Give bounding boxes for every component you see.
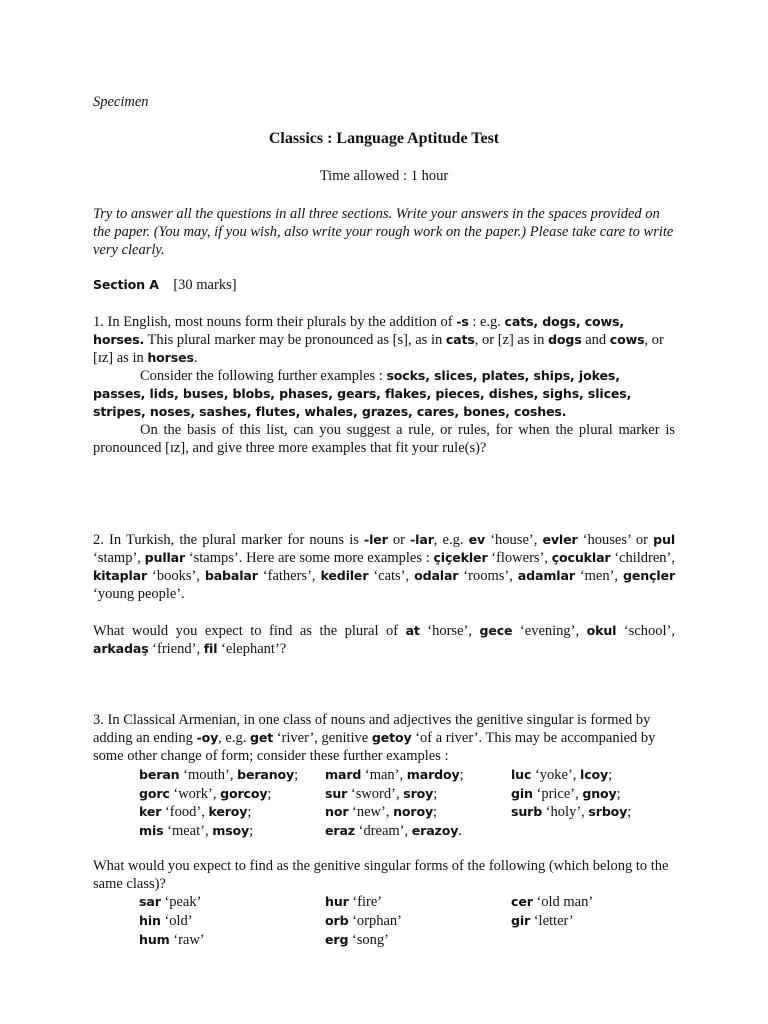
q2-term: çiçekler [433,550,488,565]
question-2 [93,531,675,603]
example-entry [325,785,437,803]
q2-text: ‘rooms’, [458,568,518,584]
example-word: gorc [139,786,170,801]
example-punct: ; [608,767,613,783]
q2-term: adamlar [517,568,575,583]
word-gloss: ‘song’ [348,932,390,948]
example-genitive: mardoy [406,767,460,782]
q3-term: -oy [196,730,219,745]
q2-text: ‘house’, [485,532,543,548]
q1-text: and [581,332,610,348]
example-punct: ; [627,804,632,820]
q1-text: : e.g. [468,314,505,330]
word: hin [139,913,161,928]
example-entry [325,766,464,784]
word-gloss: ‘old’ [160,913,193,929]
example-punct: ; [433,786,438,802]
example-entry [139,822,253,840]
example-gloss: ‘yoke’, [531,767,581,783]
time-allowed: Time allowed : 1 hour [319,168,449,184]
example-word: gin [511,786,533,801]
word: cer [511,894,533,909]
q1-text: , or [ɪz] as in [93,332,664,366]
instructions: Try to answer all the questions in all three sections. Write your answers in the spaces provided on the paper. (You may, if you wish, also write your rough work on the paper.) Please take care to write very clearly. [93,206,674,258]
example-gloss: ‘sword’, [347,786,404,802]
word-gloss: ‘letter’ [530,913,574,929]
q2-term: kediler [320,568,369,583]
word: orb [325,913,349,928]
q2-text: ‘children’, [610,550,675,566]
example-entry [511,785,621,803]
example-punct: ; [616,786,621,802]
q2-text: ‘men’, [574,568,623,584]
word-gloss: ‘raw’ [169,932,205,948]
example-word: eraz [325,823,355,838]
example-gloss: ‘food’, [161,804,209,820]
q3-text: 3. In Classical Armenian, in one class of nouns and adjectives the genitive singular is formed by adding an ending [93,712,651,746]
word-gloss: ‘peak’ [160,894,202,910]
word: hum [139,932,170,947]
q2-text: , e.g. [433,532,469,548]
q2-text: ‘cats’, [368,568,415,584]
q2-term: kitaplar [93,568,148,583]
q1-text: Consider the following further examples : [140,368,387,384]
q1-term: cats, dogs, cows, horses. [93,314,625,347]
word-entry [325,931,389,949]
example-gloss: ‘dream’, [354,823,412,839]
word: hur [325,894,349,909]
example-punct: ; [249,823,254,839]
q2-text: ‘stamps’. Here are some more examples : [185,550,434,566]
example-punct: ; [459,767,464,783]
q2-term: at [405,623,420,638]
q2-term: arkadaş [93,641,149,656]
q3-text: ‘river’, genitive [273,730,372,746]
q2-term: gençler [623,568,676,583]
example-entry [325,803,437,821]
example-gloss: ‘mouth’, [179,767,238,783]
q2-term: pullar [144,550,186,565]
word-gloss: ‘fire’ [348,894,383,910]
q1-term: -s [456,314,469,329]
example-entry [139,785,271,803]
q2-text: ‘books’, [147,568,205,584]
example-genitive: noroy [393,804,434,819]
word-gloss: ‘orphan’ [348,913,402,929]
word-entry [511,893,593,911]
example-word: mis [139,823,164,838]
question-3 [93,711,675,765]
q2-term: -lar [410,532,434,547]
example-genitive: keroy [208,804,248,819]
q1-text: . [193,350,198,366]
example-gloss: ‘work’, [169,786,221,802]
example-punct: ; [267,786,272,802]
q2-text: ‘evening’, [512,623,587,639]
q2-text: ‘friend’, [148,641,204,657]
example-genitive: lcoy [580,767,609,782]
q2-text: ‘houses’ or [577,532,654,548]
q1-text: 1. In English, most nouns form their plurals by the addition of [93,314,457,330]
q2-text: ‘stamp’, [93,550,145,566]
q3-term: getoy [371,730,412,745]
q3-text: ‘of a river’. This may be accompanied by some other change of form; consider these further examples : [93,730,656,764]
word: gir [511,913,531,928]
q2-term: fil [203,641,218,656]
question-1 [93,313,675,457]
example-gloss: ‘meat’, [163,823,213,839]
specimen-label: Specimen [93,94,149,110]
q2-text: ‘elephant’? [217,641,287,657]
example-genitive: erazoy [411,823,459,838]
q2-term: ev [468,532,486,547]
example-word: sur [325,786,348,801]
q1-paragraph-3: On the basis of this list, can you suggest a rule, or rules, for when the plural marker is pronounced [ɪz], and give three more examples that fit your rule(s)? [93,422,675,456]
section-a-heading [93,276,675,294]
example-gloss: ‘holy’, [542,804,589,820]
example-gloss: ‘man’, [361,767,407,783]
q1-paragraph-1 [93,313,675,367]
example-word: ker [139,804,162,819]
word-entry [139,893,201,911]
q3-question: What would you expect to find as the genitive singular forms of the following (which belong to the same class)? [93,858,669,892]
example-genitive: srboy [588,804,628,819]
q2-term: pul [653,532,675,547]
word-entry [511,912,574,930]
q1-text: This plural marker may be pronounced as [s], as in [144,332,446,348]
word-entry [325,893,382,911]
q2-term: babalar [204,568,258,583]
example-word: surb [511,804,543,819]
example-entry [511,803,631,821]
example-genitive: gnoy [582,786,617,801]
q2-term: odalar [414,568,459,583]
q2-term: okul [586,623,617,638]
word-gloss: ‘old man’ [532,894,594,910]
example-genitive: beranoy [237,767,295,782]
example-entry [139,766,298,784]
q2-term: evler [542,532,578,547]
q2-text: ‘horse’, [419,623,480,639]
example-genitive: msoy [212,823,250,838]
q2-text: What would you expect to find as the plural of [93,623,406,639]
q3-term: get [249,730,274,745]
word-entry [139,912,193,930]
example-entry [511,766,612,784]
word-entry [325,912,402,930]
q2-term: gece [479,623,513,638]
example-entry [325,822,462,840]
word-entry [139,931,205,949]
example-punct: ; [294,767,299,783]
q1-paragraph-2 [93,367,675,421]
q2-term: çocuklar [551,550,611,565]
q2-text: ‘young people’. [93,586,185,602]
example-word: luc [511,767,532,782]
page-title: Classics : Language Aptitude Test [268,130,500,147]
q2-term: -ler [364,532,388,547]
word: erg [325,932,349,947]
section-a-label: Section A [93,277,159,292]
q2-text: ‘fathers’, [257,568,321,584]
q1-term: cats [445,332,475,347]
example-punct: ; [433,804,438,820]
example-punct: . [458,823,462,839]
example-gloss: ‘new’, [348,804,394,820]
q2-text: ‘flowers’, [487,550,552,566]
example-word: mard [325,767,362,782]
q3-text: , e.g. [218,730,250,746]
example-entry [139,803,251,821]
q2-text: ‘school’, [616,623,675,639]
example-punct: ; [247,804,252,820]
q2-text: 2. In Turkish, the plural marker for nouns is [93,532,365,548]
q2-question [93,622,675,658]
q1-text: , or [z] as in [474,332,549,348]
example-genitive: sroy [403,786,434,801]
q2-text: or [387,532,411,548]
example-word: nor [325,804,349,819]
section-a-marks: [30 marks] [173,277,237,293]
word: sar [139,894,161,909]
q1-term: horses [147,350,194,365]
q1-term: dogs [548,332,582,347]
example-gloss: ‘price’, [532,786,583,802]
example-word: beran [139,767,180,782]
example-genitive: gorcoy [220,786,268,801]
q1-example-list: socks, slices, plates, ships, jokes, passes, lids, buses, blobs, phases, gears, flakes, pieces, dishes, sighs, slices, stripes, noses, sashes, flutes, whales, grazes, cares, bones, coshes. [93,368,632,419]
q1-term: cows [609,332,645,347]
